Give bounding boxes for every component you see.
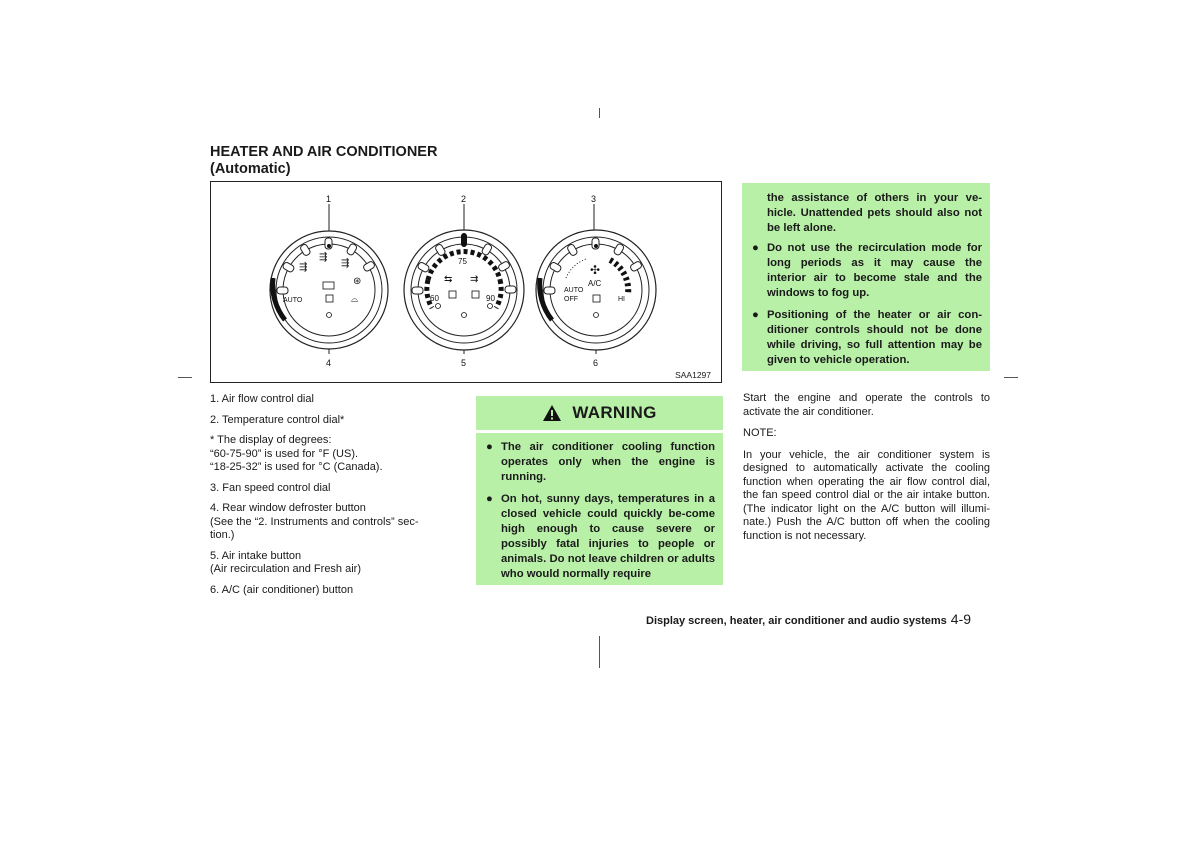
- legend-list: [210, 393, 458, 604]
- warning-continued-box: [742, 183, 990, 371]
- warning-bullet-2: ● On hot, sunny days, temperatures in a closed vehicle could quickly be-come high enough to cause severe or possibly fatal injuries to people or animals. Do not leave children or adults who would normally require: [486, 493, 715, 580]
- temperature-dial: [404, 230, 524, 350]
- figure-code: SAA1297: [675, 370, 711, 380]
- callout-2: 2: [461, 194, 467, 204]
- callout-4: 4: [326, 358, 332, 368]
- vent-floor-icon: ⇶: [341, 258, 350, 269]
- warning-bullet-3-text: Do not use the recirculation mode for long periods as it may cause the interior air to become stale and the windows to fog up.: [767, 242, 982, 299]
- legend-item-5: 5. Air intake button (Air recirculation and Fresh air): [210, 549, 361, 575]
- front-defroster-icon: ⌓: [351, 294, 359, 304]
- callout-6: 6: [593, 358, 599, 368]
- fan-auto-label: AUTO: [564, 287, 584, 294]
- warning-triangle-icon: [542, 404, 562, 422]
- warning-bullet-1-text: The air conditioner cooling function operates only when the engine is running.: [501, 441, 715, 483]
- body-text: [743, 392, 990, 551]
- legend-item-6: 6. A/C (air conditioner) button: [210, 583, 354, 596]
- recirculation-icon: ⇆: [444, 274, 453, 285]
- warning-bullet-3: ● Do not use the recirculation mode for long periods as it may cause the interior air to become stale and the windows to fog up.: [752, 242, 982, 299]
- body-paragraph-2: In your vehicle, the air conditioner system is designed to automatically activate the cooling function when operating the air flow control dial, the fan speed control dial or the air intake button. (The indicator light on the A/C button will illumi-nate.) Push the A/C button off when the cooling function is not necessary.: [743, 448, 990, 542]
- callout-5: 5: [461, 358, 467, 368]
- airflow-auto-label: AUTO: [283, 297, 303, 304]
- page-number: 4-9: [950, 611, 972, 627]
- ac-label: A/C: [588, 279, 602, 288]
- body-paragraph-1: Start the engine and operate the controls to activate the air conditioner.: [743, 392, 990, 418]
- warning-label: WARNING: [572, 402, 657, 422]
- warning-continued-text: the assistance of others in your ve-hicle. Unattended pets should also not be left alone.: [767, 192, 982, 234]
- warning-bullet-4-text: Positioning of the heater or air con-ditioner controls should not be done while driving, so full attention may be given to vehicle operation.: [767, 309, 982, 366]
- legend-item-1: 1. Air flow control dial: [210, 393, 314, 405]
- body-note-heading: NOTE:: [743, 427, 777, 439]
- section-title-line2: (Automatic): [210, 161, 291, 177]
- crop-mark-bottom: [599, 636, 600, 668]
- callout-3: 3: [591, 194, 597, 204]
- control-panel-figure: [210, 181, 722, 383]
- warning-bullet-1: ● The air conditioner cooling function operates only when the engine is running.: [486, 441, 715, 483]
- fresh-air-icon: ⇉: [470, 274, 479, 285]
- temp-value-75: 75: [458, 257, 467, 266]
- footer-chapter-title: Display screen, heater, air conditioner and audio systems: [646, 615, 947, 627]
- legend-item-2: 2. Temperature control dial*: [210, 413, 345, 426]
- section-title-line1: HEATER AND AIR CONDITIONER: [210, 144, 438, 160]
- warning-bullet-4: ● Positioning of the heater or air con-ditioner controls should not be done while driving, so full attention may be given to vehicle operation.: [752, 309, 982, 366]
- temp-value-90: 90: [486, 294, 495, 303]
- fan-icon: ✣: [590, 263, 601, 277]
- vent-bilevel-icon: ⇶: [319, 252, 328, 263]
- degrees-note: * The display of degrees: “60-75-90” is used for °F (US). “18-25-32” is used for °C (Canada).: [210, 434, 383, 473]
- warning-header: [476, 396, 723, 429]
- warning-divider: [476, 430, 723, 433]
- warning-bullets: [484, 440, 715, 589]
- warning-bullet-2-text: On hot, sunny days, temperatures in a closed vehicle could quickly be-come high enough to cause severe or possibly fatal injuries to people or animals. Do not leave children or adults who would normally require: [501, 493, 715, 580]
- crop-mark-left: [178, 377, 192, 378]
- crop-mark-right: [1004, 377, 1018, 378]
- crop-mark-top: [599, 108, 600, 118]
- fan-hi-label: HI: [618, 296, 625, 303]
- vent-face-icon: ⇶: [299, 262, 308, 273]
- callout-1: 1: [326, 194, 332, 204]
- warning-more-bullets: [750, 241, 982, 375]
- control-dials-illustration: [211, 182, 721, 382]
- fan-speed-dial: [536, 230, 656, 350]
- legend-item-3: 3. Fan speed control dial: [210, 481, 331, 494]
- legend-item-4: 4. Rear window defroster button (See the “2. Instruments and controls” sec- tion.): [210, 502, 419, 541]
- warning-box: [476, 396, 723, 585]
- section-title: [210, 144, 437, 178]
- page-footer: [646, 611, 971, 627]
- fan-off-label: OFF: [564, 296, 578, 303]
- airflow-dial: [270, 231, 388, 349]
- temp-value-60: 60: [430, 294, 439, 303]
- vent-floor-defrost-icon: ⊛: [353, 276, 362, 287]
